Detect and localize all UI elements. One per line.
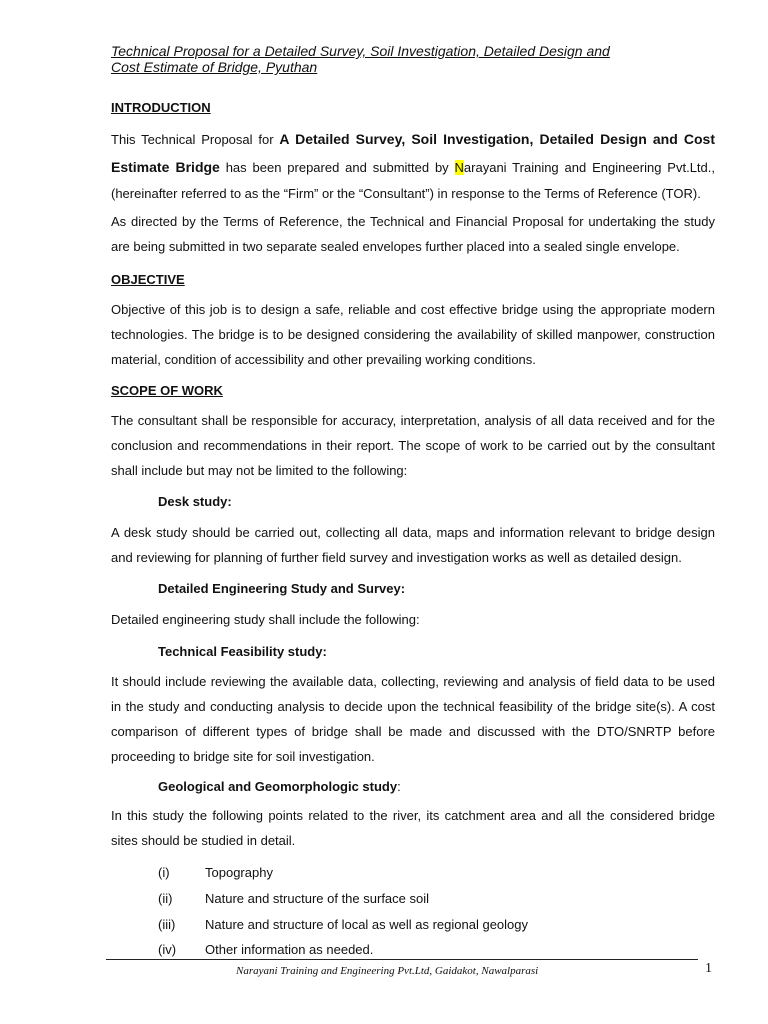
geological-study-colon: : — [397, 779, 401, 794]
intro-text-3: arayani Training and Engineering Pvt.Ltd., (hereinafter referred to as the “Firm” or the “Consultant”) in response to the Terms of Reference (TOR). — [111, 159, 715, 201]
feasibility-study-heading: Technical Feasibility study: — [158, 644, 327, 659]
list-item — [158, 891, 429, 906]
intro-text-1: This Technical Proposal for — [111, 132, 280, 147]
list-item-number: (ii) — [158, 891, 173, 906]
footer-divider — [106, 959, 698, 960]
engineering-study-paragraph: Detailed engineering study shall include the following: — [111, 612, 420, 627]
feasibility-study-paragraph: It should include reviewing the available data, collecting, reviewing and analysis of field data to be used in the study and conducting analysis to decide upon the technical feasibility of the bridge site(s). A cost comparison of different types of bridge shall be made and discussed with the DTO/SNRTP before proceeding to bridge site for soil investigation. — [111, 674, 715, 764]
introduction-heading: INTRODUCTION — [111, 100, 211, 115]
list-item — [158, 942, 373, 957]
header-line-1: Technical Proposal for a Detailed Survey, Soil Investigation, Detailed Design and — [111, 43, 610, 59]
desk-study-paragraph: A desk study should be carried out, collecting all data, maps and information relevant to bridge design and reviewing for planning of further field survey and investigation works as well as detailed design. — [111, 525, 715, 565]
list-item-text: Nature and structure of the surface soil — [205, 891, 430, 906]
footer-text: Narayani Training and Engineering Pvt.Ltd, Gaidakot, Nawalparasi — [236, 965, 539, 977]
list-item — [158, 917, 528, 932]
intro-text-2: has been prepared and submitted by — [219, 159, 455, 175]
geological-study-title: Geological and Geomorphologic study — [158, 779, 398, 794]
scope-paragraph: The consultant shall be responsible for accuracy, interpretation, analysis of all data received and for the conclusion and recommendations in their report. The scope of work to be carried out by the consultant shall include but may not be limited to the following: — [111, 413, 715, 478]
objective-heading: OBJECTIVE — [111, 272, 185, 287]
list-item-text: Topography — [205, 865, 273, 880]
list-item-text: Other information as needed. — [205, 942, 374, 957]
document-header — [111, 43, 711, 75]
list-item — [158, 865, 273, 880]
geological-study-paragraph: In this study the following points related to the river, its catchment area and all the considered bridge sites should be studied in detail. — [111, 808, 715, 848]
geological-study-heading — [158, 779, 401, 794]
list-item-number: (iv) — [158, 942, 177, 957]
list-item-number: (iii) — [158, 917, 176, 932]
highlighted-letter: N — [454, 159, 464, 175]
engineering-study-heading: Detailed Engineering Study and Survey: — [158, 581, 406, 596]
intro-bold-title: A Detailed Survey, Soil Investigation, Detailed Design and Cost Estimate Bridge — [111, 131, 715, 175]
scope-heading: SCOPE OF WORK — [111, 383, 223, 398]
introduction-paragraph-1 — [111, 126, 715, 208]
list-item-number: (i) — [158, 865, 170, 880]
objective-paragraph: Objective of this job is to design a safe, reliable and cost effective bridge using the appropriate modern technologies. The bridge is to be designed considering the availability of skilled manpower, construction material, condition of accessibility and other prevailing working conditions. — [111, 302, 715, 367]
page-number: 1 — [705, 961, 712, 976]
list-item-text: Nature and structure of local as well as regional geology — [205, 917, 529, 932]
introduction-paragraph-2: As directed by the Terms of Reference, the Technical and Financial Proposal for undertaking the study are being submitted in two separate sealed envelopes further placed into a sealed single envelope. — [111, 214, 715, 254]
header-line-2: Cost Estimate of Bridge, Pyuthan — [111, 59, 318, 75]
desk-study-heading: Desk study: — [158, 494, 232, 509]
